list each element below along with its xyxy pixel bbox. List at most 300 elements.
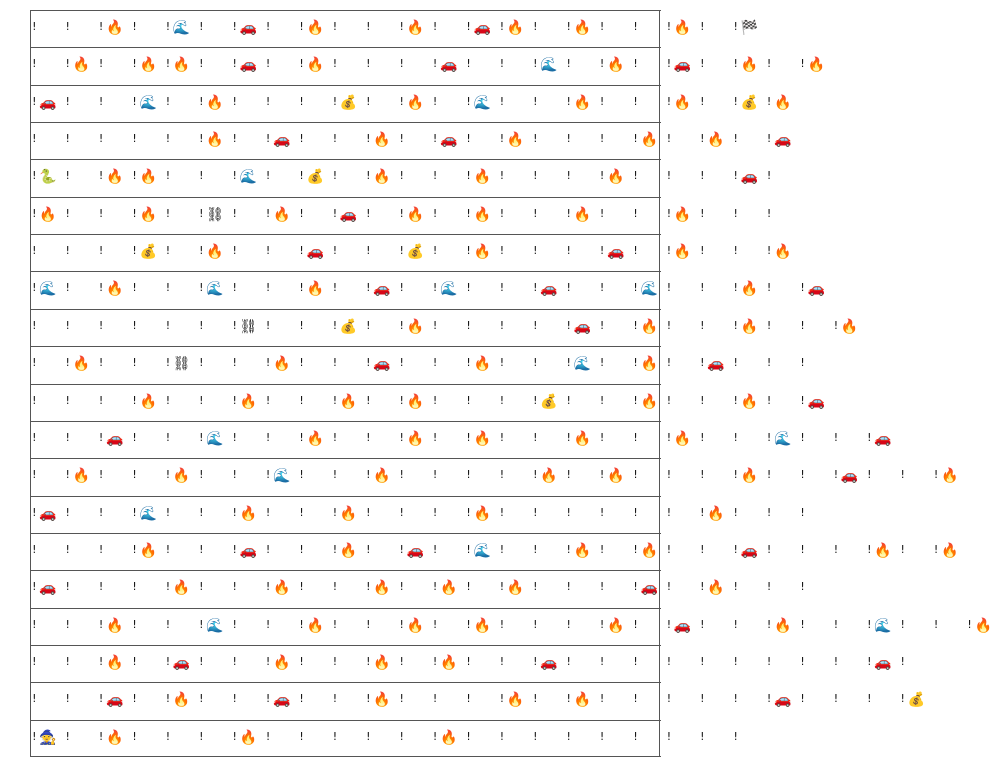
board-cell[interactable]	[31, 47, 64, 84]
board-cell[interactable]	[365, 271, 398, 308]
board-cell[interactable]	[31, 309, 64, 346]
board-cell[interactable]	[632, 645, 665, 682]
board-cell[interactable]	[599, 682, 632, 719]
board-cell[interactable]	[666, 85, 699, 122]
board-cell[interactable]	[732, 720, 765, 757]
board-cell[interactable]	[231, 122, 264, 159]
board-cell[interactable]	[565, 10, 598, 47]
board-cell[interactable]	[465, 309, 498, 346]
board-cell[interactable]	[231, 159, 264, 196]
board-cell[interactable]	[365, 309, 398, 346]
board-cell[interactable]	[198, 458, 231, 495]
board-cell[interactable]	[64, 234, 97, 271]
board-cell[interactable]	[766, 384, 799, 421]
board-cell[interactable]	[699, 197, 732, 234]
board-cell[interactable]	[64, 85, 97, 122]
board-cell[interactable]	[332, 496, 365, 533]
board-cell[interactable]	[98, 346, 131, 383]
board-cell[interactable]	[699, 85, 732, 122]
board-cell[interactable]	[532, 309, 565, 346]
board-cell[interactable]	[332, 234, 365, 271]
board-cell[interactable]	[499, 421, 532, 458]
board-cell[interactable]	[398, 122, 431, 159]
board-cell[interactable]	[365, 384, 398, 421]
board-cell[interactable]	[632, 234, 665, 271]
board-cell[interactable]	[165, 458, 198, 495]
board-cell[interactable]	[265, 47, 298, 84]
board-cell[interactable]	[666, 234, 699, 271]
board-cell[interactable]	[64, 533, 97, 570]
board-cell[interactable]	[398, 570, 431, 607]
board-cell[interactable]	[265, 346, 298, 383]
board-cell[interactable]	[532, 384, 565, 421]
board-cell[interactable]	[499, 682, 532, 719]
board-cell[interactable]	[332, 570, 365, 607]
board-cell[interactable]	[64, 421, 97, 458]
board-cell[interactable]	[98, 197, 131, 234]
board-cell[interactable]	[699, 234, 732, 271]
board-cell[interactable]	[332, 309, 365, 346]
board-cell[interactable]	[265, 271, 298, 308]
board-cell[interactable]	[499, 234, 532, 271]
board-cell[interactable]	[632, 421, 665, 458]
board-cell[interactable]	[398, 10, 431, 47]
board-cell[interactable]	[31, 533, 64, 570]
board-cell[interactable]	[499, 458, 532, 495]
board-cell[interactable]	[332, 720, 365, 757]
board-cell[interactable]	[165, 159, 198, 196]
board-cell[interactable]	[432, 570, 465, 607]
board-cell[interactable]	[532, 85, 565, 122]
board-cell[interactable]	[432, 421, 465, 458]
board-cell[interactable]	[632, 85, 665, 122]
board-cell[interactable]	[465, 533, 498, 570]
board-cell[interactable]	[265, 645, 298, 682]
board-cell[interactable]	[298, 197, 331, 234]
board-cell[interactable]	[432, 309, 465, 346]
board-cell[interactable]	[298, 122, 331, 159]
board-cell[interactable]	[599, 234, 632, 271]
board-cell[interactable]	[298, 384, 331, 421]
board-cell[interactable]	[565, 346, 598, 383]
board-cell[interactable]	[265, 496, 298, 533]
board-cell[interactable]	[365, 458, 398, 495]
board-cell[interactable]	[632, 159, 665, 196]
board-cell[interactable]	[64, 47, 97, 84]
board-cell[interactable]	[766, 271, 799, 308]
board-cell[interactable]	[632, 720, 665, 757]
board-cell[interactable]	[64, 384, 97, 421]
board-cell[interactable]	[198, 533, 231, 570]
board-cell[interactable]	[31, 421, 64, 458]
board-cell[interactable]	[499, 570, 532, 607]
board-cell[interactable]	[98, 496, 131, 533]
board-cell[interactable]	[766, 496, 799, 533]
board-cell[interactable]	[165, 570, 198, 607]
board-cell[interactable]	[432, 271, 465, 308]
board-cell[interactable]	[933, 533, 966, 570]
board-cell[interactable]	[265, 570, 298, 607]
board-cell[interactable]	[198, 645, 231, 682]
board-cell[interactable]	[98, 384, 131, 421]
board-cell[interactable]	[666, 10, 699, 47]
board-cell[interactable]	[766, 458, 799, 495]
board-cell[interactable]	[432, 10, 465, 47]
board-cell[interactable]	[231, 271, 264, 308]
board-cell[interactable]	[499, 533, 532, 570]
board-cell[interactable]	[699, 384, 732, 421]
board-cell[interactable]	[398, 159, 431, 196]
board-cell[interactable]	[732, 608, 765, 645]
board-cell[interactable]	[699, 533, 732, 570]
board-cell[interactable]	[699, 645, 732, 682]
board-cell[interactable]	[131, 271, 164, 308]
board-cell[interactable]	[198, 271, 231, 308]
board-cell[interactable]	[565, 608, 598, 645]
board-cell[interactable]	[165, 122, 198, 159]
board-cell[interactable]	[799, 682, 832, 719]
board-cell[interactable]	[332, 608, 365, 645]
board-cell[interactable]	[98, 159, 131, 196]
board-cell[interactable]	[198, 421, 231, 458]
board-cell[interactable]	[265, 682, 298, 719]
board-cell[interactable]	[833, 458, 866, 495]
board-cell[interactable]	[465, 421, 498, 458]
board-cell[interactable]	[365, 645, 398, 682]
board-cell[interactable]	[398, 197, 431, 234]
board-cell[interactable]	[732, 234, 765, 271]
board-cell[interactable]	[98, 608, 131, 645]
board-cell[interactable]	[131, 10, 164, 47]
board-cell[interactable]	[899, 645, 932, 682]
board-cell[interactable]	[131, 85, 164, 122]
board-cell[interactable]	[231, 682, 264, 719]
board-cell[interactable]	[666, 159, 699, 196]
board-cell[interactable]	[766, 570, 799, 607]
board-cell[interactable]	[766, 309, 799, 346]
board-cell[interactable]	[699, 47, 732, 84]
board-cell[interactable]	[899, 608, 932, 645]
board-cell[interactable]	[532, 271, 565, 308]
board-cell[interactable]	[98, 720, 131, 757]
board-cell[interactable]	[298, 47, 331, 84]
board-cell[interactable]	[432, 197, 465, 234]
board-cell[interactable]	[98, 645, 131, 682]
board-cell[interactable]	[432, 159, 465, 196]
board-cell[interactable]	[198, 346, 231, 383]
board-cell[interactable]	[599, 85, 632, 122]
board-cell[interactable]	[198, 47, 231, 84]
board-cell[interactable]	[799, 570, 832, 607]
board-cell[interactable]	[165, 496, 198, 533]
board-cell[interactable]	[398, 458, 431, 495]
board-cell[interactable]	[31, 682, 64, 719]
board-cell[interactable]	[98, 309, 131, 346]
board-cell[interactable]	[666, 122, 699, 159]
board-cell[interactable]	[799, 271, 832, 308]
board-cell[interactable]	[933, 608, 966, 645]
board-cell[interactable]	[666, 682, 699, 719]
board-cell[interactable]	[231, 421, 264, 458]
board-cell[interactable]	[799, 533, 832, 570]
board-cell[interactable]	[732, 85, 765, 122]
board-cell[interactable]	[298, 608, 331, 645]
board-cell[interactable]	[64, 570, 97, 607]
board-cell[interactable]	[31, 10, 64, 47]
board-cell[interactable]	[332, 47, 365, 84]
board-cell[interactable]	[432, 645, 465, 682]
board-cell[interactable]	[398, 421, 431, 458]
board-cell[interactable]	[198, 682, 231, 719]
board-cell[interactable]	[565, 682, 598, 719]
board-cell[interactable]	[365, 234, 398, 271]
board-cell[interactable]	[165, 271, 198, 308]
board-cell[interactable]	[833, 645, 866, 682]
board-cell[interactable]	[799, 645, 832, 682]
board-cell[interactable]	[632, 682, 665, 719]
board-cell[interactable]	[165, 47, 198, 84]
board-cell[interactable]	[732, 645, 765, 682]
board-cell[interactable]	[532, 533, 565, 570]
board-cell[interactable]	[432, 682, 465, 719]
board-cell[interactable]	[231, 85, 264, 122]
board-cell[interactable]	[532, 47, 565, 84]
board-cell[interactable]	[332, 384, 365, 421]
board-cell[interactable]	[165, 608, 198, 645]
board-cell[interactable]	[732, 682, 765, 719]
board-cell[interactable]	[599, 645, 632, 682]
board-cell[interactable]	[599, 421, 632, 458]
board-cell[interactable]	[499, 197, 532, 234]
board-cell[interactable]	[265, 234, 298, 271]
board-cell[interactable]	[465, 85, 498, 122]
board-cell[interactable]	[64, 159, 97, 196]
board-cell[interactable]	[165, 309, 198, 346]
board-cell[interactable]	[198, 159, 231, 196]
board-cell[interactable]	[499, 309, 532, 346]
board-cell[interactable]	[332, 85, 365, 122]
board-cell[interactable]	[98, 682, 131, 719]
board-cell[interactable]	[165, 197, 198, 234]
board-cell[interactable]	[532, 10, 565, 47]
board-cell[interactable]	[599, 271, 632, 308]
board-cell[interactable]	[265, 720, 298, 757]
board-cell[interactable]	[565, 159, 598, 196]
board-cell[interactable]	[64, 10, 97, 47]
board-cell[interactable]	[265, 608, 298, 645]
board-cell[interactable]	[332, 346, 365, 383]
board-cell[interactable]	[732, 421, 765, 458]
board-cell[interactable]	[332, 458, 365, 495]
board-cell[interactable]	[732, 570, 765, 607]
board-cell[interactable]	[365, 496, 398, 533]
board-cell[interactable]	[499, 85, 532, 122]
board-cell[interactable]	[131, 159, 164, 196]
board-cell[interactable]	[766, 197, 799, 234]
board-cell[interactable]	[398, 533, 431, 570]
board-cell[interactable]	[732, 47, 765, 84]
board-cell[interactable]	[632, 10, 665, 47]
board-cell[interactable]	[499, 159, 532, 196]
board-cell[interactable]	[532, 421, 565, 458]
board-cell[interactable]	[599, 197, 632, 234]
board-cell[interactable]	[165, 10, 198, 47]
board-cell[interactable]	[766, 122, 799, 159]
board-cell[interactable]	[532, 570, 565, 607]
board-cell[interactable]	[332, 197, 365, 234]
board-cell[interactable]	[31, 645, 64, 682]
board-cell[interactable]	[833, 309, 866, 346]
board-cell[interactable]	[699, 458, 732, 495]
board-cell[interactable]	[31, 496, 64, 533]
board-cell[interactable]	[198, 197, 231, 234]
board-cell[interactable]	[532, 645, 565, 682]
board-cell[interactable]	[298, 570, 331, 607]
board-cell[interactable]	[833, 421, 866, 458]
board-cell[interactable]	[799, 47, 832, 84]
board-cell[interactable]	[398, 47, 431, 84]
board-cell[interactable]	[666, 570, 699, 607]
board-cell[interactable]	[298, 645, 331, 682]
board-cell[interactable]	[64, 720, 97, 757]
board-cell[interactable]	[432, 234, 465, 271]
board-cell[interactable]	[599, 346, 632, 383]
board-cell[interactable]	[332, 159, 365, 196]
board-cell[interactable]	[265, 159, 298, 196]
board-cell[interactable]	[64, 197, 97, 234]
board-cell[interactable]	[198, 720, 231, 757]
board-cell[interactable]	[298, 234, 331, 271]
board-cell[interactable]	[532, 682, 565, 719]
board-cell[interactable]	[465, 346, 498, 383]
board-cell[interactable]	[131, 197, 164, 234]
board-cell[interactable]	[432, 346, 465, 383]
board-cell[interactable]	[833, 608, 866, 645]
board-cell[interactable]	[632, 197, 665, 234]
board-cell[interactable]	[198, 570, 231, 607]
board-cell[interactable]	[799, 458, 832, 495]
board-cell[interactable]	[298, 85, 331, 122]
board-cell[interactable]	[365, 570, 398, 607]
board-cell[interactable]	[699, 720, 732, 757]
board-cell[interactable]	[532, 234, 565, 271]
board-cell[interactable]	[565, 85, 598, 122]
board-cell[interactable]	[732, 346, 765, 383]
board-cell[interactable]	[732, 122, 765, 159]
board-cell[interactable]	[131, 682, 164, 719]
board-cell[interactable]	[565, 47, 598, 84]
board-cell[interactable]	[732, 533, 765, 570]
board-cell[interactable]	[432, 122, 465, 159]
board-cell[interactable]	[265, 421, 298, 458]
board-cell[interactable]	[31, 197, 64, 234]
board-cell[interactable]	[265, 122, 298, 159]
board-cell[interactable]	[699, 122, 732, 159]
board-cell[interactable]	[432, 720, 465, 757]
board-cell[interactable]	[298, 271, 331, 308]
board-cell[interactable]	[131, 384, 164, 421]
board-cell[interactable]	[298, 346, 331, 383]
board-cell[interactable]	[632, 346, 665, 383]
board-cell[interactable]	[231, 496, 264, 533]
board-cell[interactable]	[666, 47, 699, 84]
board-cell[interactable]	[532, 458, 565, 495]
board-cell[interactable]	[766, 608, 799, 645]
board-cell[interactable]	[799, 421, 832, 458]
board-cell[interactable]	[131, 346, 164, 383]
board-cell[interactable]	[699, 608, 732, 645]
board-cell[interactable]	[565, 570, 598, 607]
board-cell[interactable]	[866, 421, 899, 458]
board-cell[interactable]	[398, 309, 431, 346]
board-cell[interactable]	[732, 496, 765, 533]
board-cell[interactable]	[499, 122, 532, 159]
board-cell[interactable]	[565, 496, 598, 533]
board-cell[interactable]	[532, 346, 565, 383]
board-cell[interactable]	[265, 458, 298, 495]
board-cell[interactable]	[198, 234, 231, 271]
board-cell[interactable]	[565, 421, 598, 458]
board-cell[interactable]	[332, 645, 365, 682]
board-cell[interactable]	[231, 309, 264, 346]
board-cell[interactable]	[632, 608, 665, 645]
board-cell[interactable]	[565, 720, 598, 757]
board-cell[interactable]	[298, 309, 331, 346]
board-cell[interactable]	[499, 384, 532, 421]
board-cell[interactable]	[64, 346, 97, 383]
board-cell[interactable]	[398, 346, 431, 383]
board-cell[interactable]	[966, 608, 999, 645]
board-cell[interactable]	[98, 421, 131, 458]
board-cell[interactable]	[599, 533, 632, 570]
board-cell[interactable]	[599, 570, 632, 607]
board-cell[interactable]	[31, 271, 64, 308]
board-cell[interactable]	[766, 159, 799, 196]
board-cell[interactable]	[31, 122, 64, 159]
board-cell[interactable]	[98, 47, 131, 84]
board-cell[interactable]	[766, 421, 799, 458]
board-cell[interactable]	[98, 234, 131, 271]
board-cell[interactable]	[432, 384, 465, 421]
board-cell[interactable]	[131, 533, 164, 570]
board-cell[interactable]	[432, 533, 465, 570]
board-cell[interactable]	[632, 496, 665, 533]
board-cell[interactable]	[465, 720, 498, 757]
board-cell[interactable]	[465, 608, 498, 645]
board-cell[interactable]	[465, 122, 498, 159]
board-cell[interactable]	[532, 159, 565, 196]
board-cell[interactable]	[231, 10, 264, 47]
board-cell[interactable]	[565, 309, 598, 346]
board-cell[interactable]	[98, 533, 131, 570]
board-cell[interactable]	[866, 458, 899, 495]
board-cell[interactable]	[365, 533, 398, 570]
board-cell[interactable]	[766, 533, 799, 570]
board-cell[interactable]	[599, 608, 632, 645]
board-cell[interactable]	[365, 608, 398, 645]
board-cell[interactable]	[666, 309, 699, 346]
board-cell[interactable]	[432, 47, 465, 84]
board-cell[interactable]	[565, 271, 598, 308]
board-cell[interactable]	[231, 458, 264, 495]
board-cell[interactable]	[632, 533, 665, 570]
board-cell[interactable]	[165, 645, 198, 682]
board-cell[interactable]	[198, 608, 231, 645]
board-cell[interactable]	[365, 47, 398, 84]
board-cell[interactable]	[666, 496, 699, 533]
board-cell[interactable]	[131, 496, 164, 533]
board-cell[interactable]	[699, 570, 732, 607]
